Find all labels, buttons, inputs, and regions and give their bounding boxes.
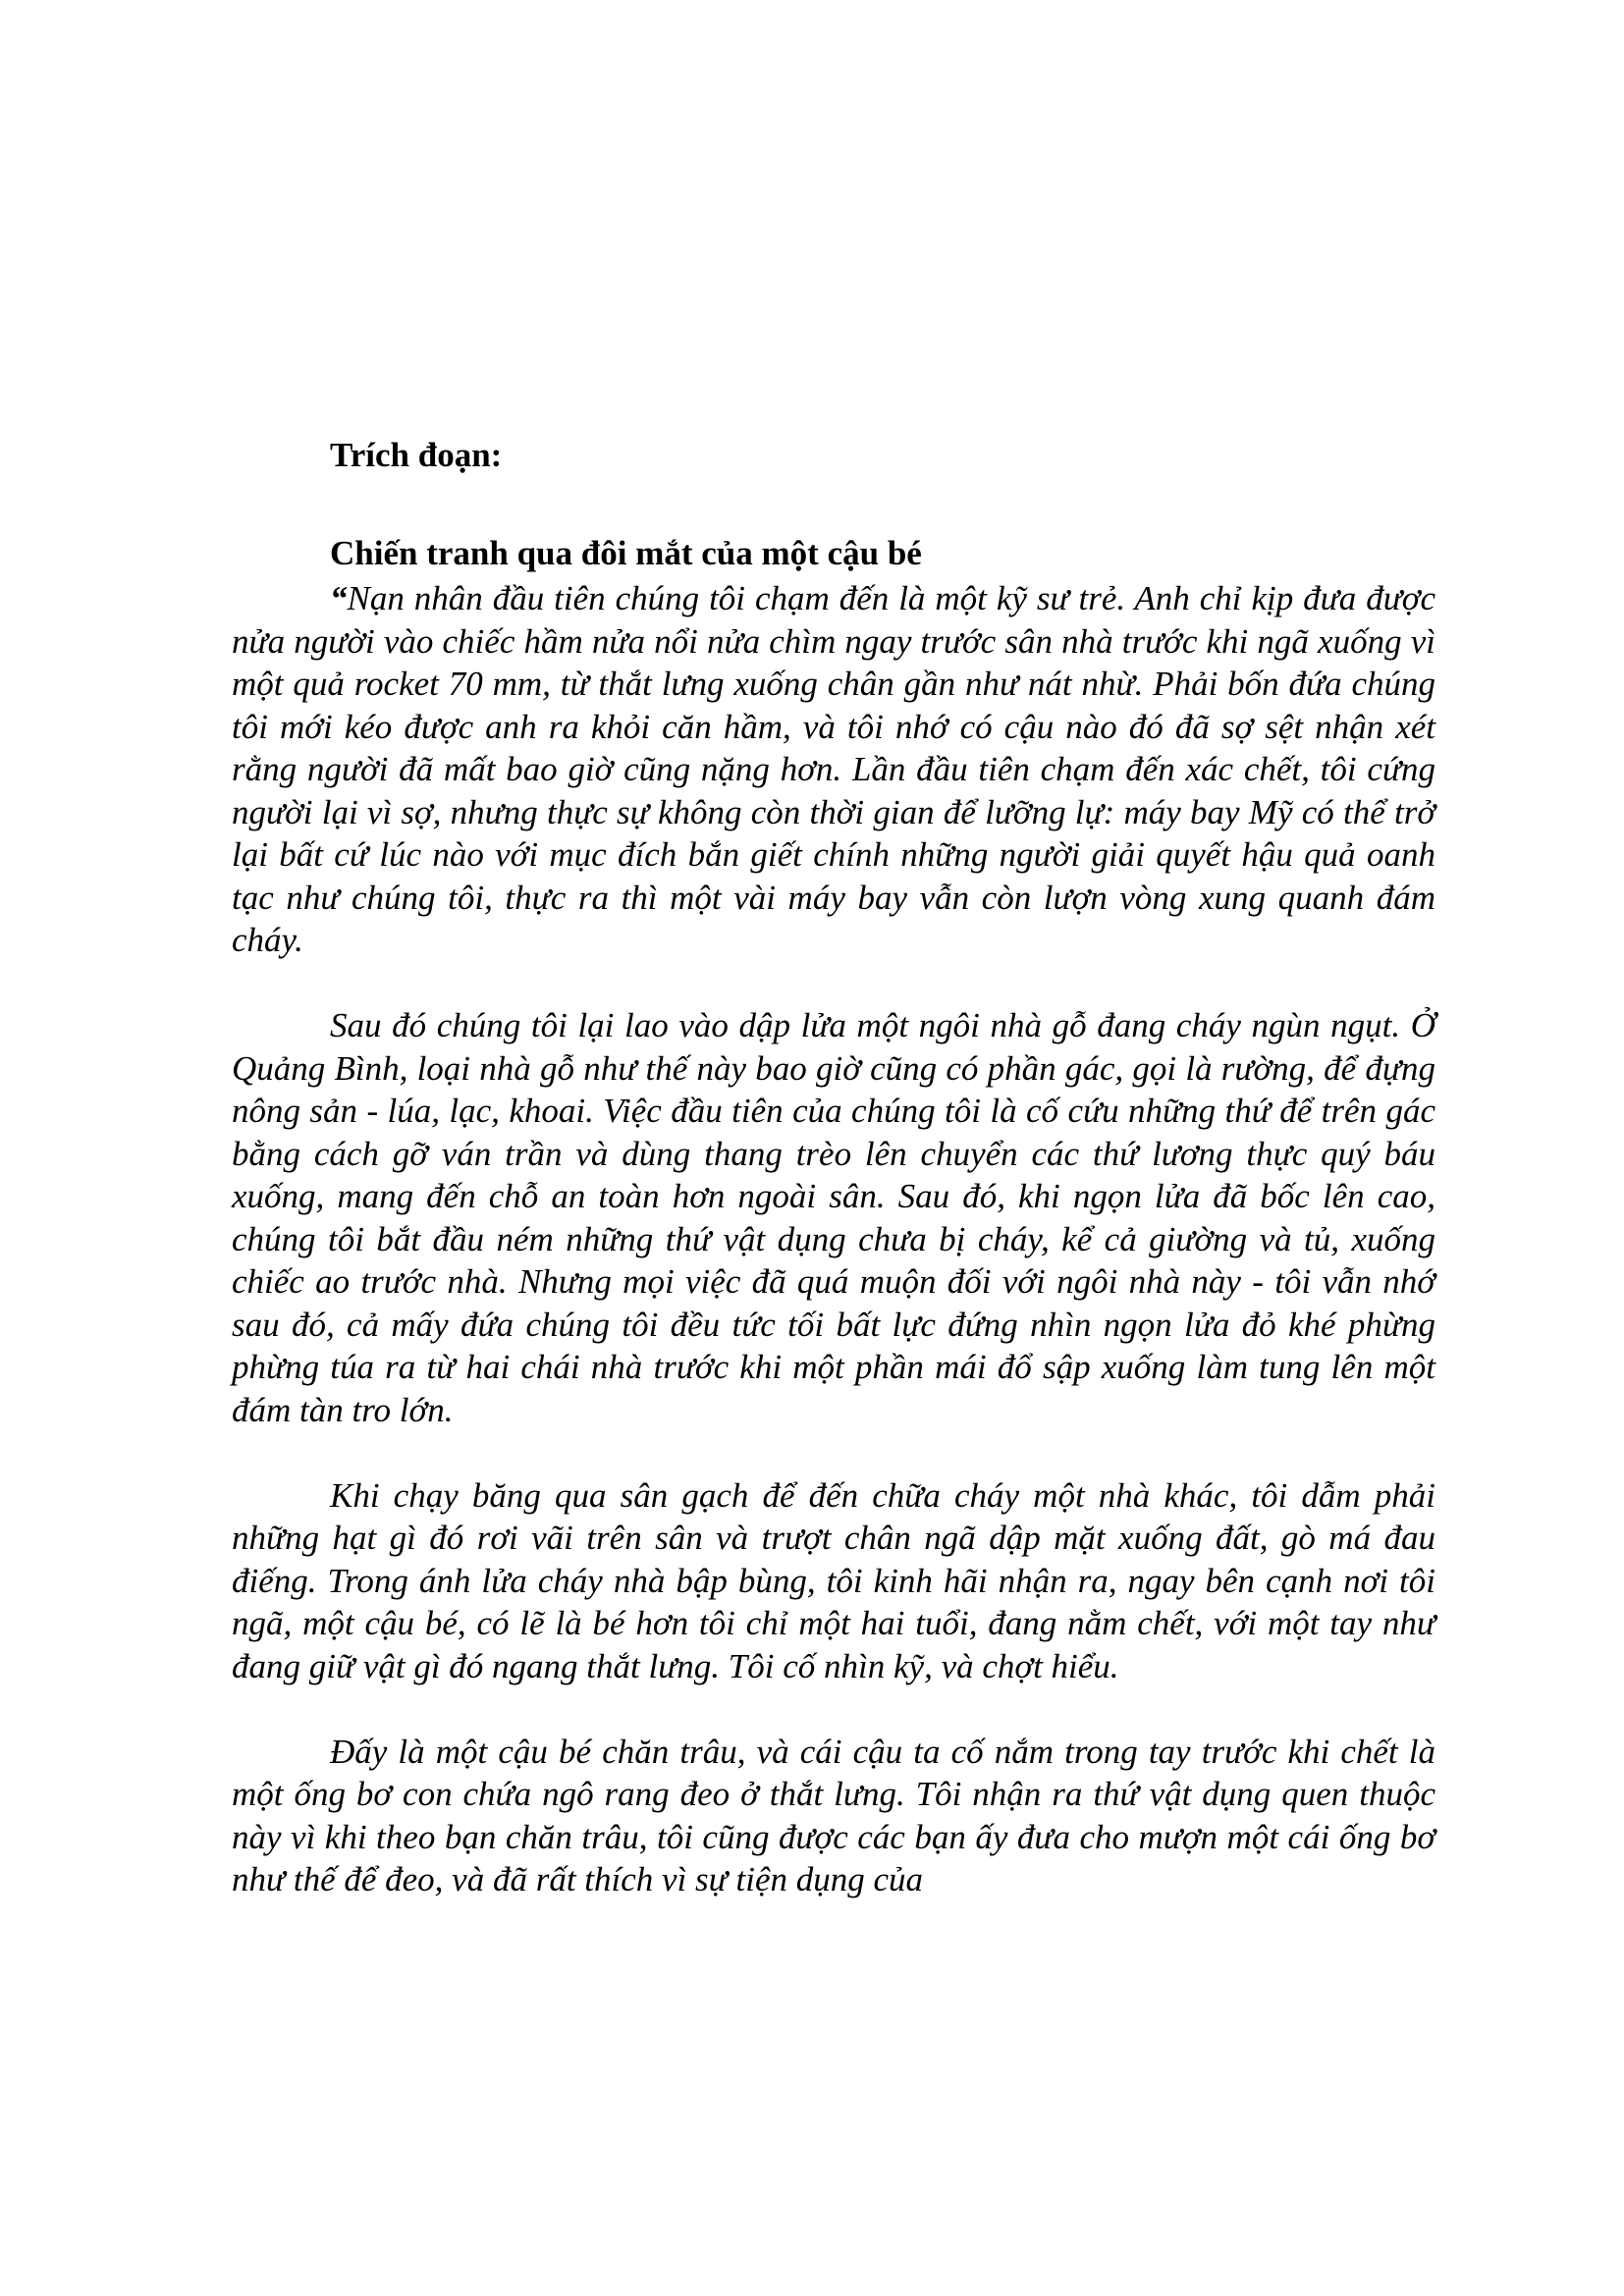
excerpt-content bbox=[232, 432, 1435, 1901]
paragraph-1-text: Nạn nhân đầu tiên chúng tôi chạm đến là một kỹ sư trẻ. Anh chỉ kịp đưa được nửa người vào chiếc hầm nửa nổi nửa chìm ngay trước sân nhà trước khi ngã xuống vì một quả rocket 70 mm, từ thắt lưng xuống chân gần như nát nhừ. Phải bốn đứa chúng tôi mới kéo được anh ra khỏi căn hầm, và tôi nhớ có cậu nào đó đã sợ sệt nhận xét rằng người đã mất bao giờ cũng nặng hơn. Lần đầu tiên chạm đến xác chết, tôi cứng người lại vì sợ, nhưng thực sự không còn thời gian để lưỡng lự: máy bay Mỹ có thể trở lại bất cứ lúc nào với mục đích bắn giết chính những người giải quyết hậu quả oanh tạc như chúng tôi, thực ra thì một vài máy bay vẫn còn lượn vòng xung quanh đám cháy. bbox=[232, 579, 1435, 959]
excerpt-title: Chiến tranh qua đôi mắt của một cậu bé bbox=[330, 534, 922, 572]
paragraph-1 bbox=[232, 577, 1435, 962]
paragraph-3: Khi chạy băng qua sân gạch để đến chữa cháy một nhà khác, tôi dẫm phải những hạt gì đó rơi vãi trên sân và trượt chân ngã dập mặt xuống đất, gò má đau điếng. Trong ánh lửa cháy nhà bập bùng, tôi kinh hãi nhận ra, ngay bên cạnh nơi tôi ngã, một cậu bé, có lẽ là bé hơn tôi chỉ một hai tuổi, đang nằm chết, với một tay như đang giữ vật gì đó ngang thắt lưng. Tôi cố nhìn kỹ, và chợt hiểu. bbox=[232, 1475, 1435, 1685]
paragraph-4: Đấy là một cậu bé chăn trâu, và cái cậu ta cố nắm trong tay trước khi chết là một ống bơ con chứa ngô rang đeo ở thắt lưng. Tôi nhận ra thứ vật dụng quen thuộc này vì khi theo bạn chăn trâu, tôi cũng được các bạn ấy đưa cho mượn một cái ống bơ như thế để đeo, và đã rất thích vì sự tiện dụng của bbox=[232, 1732, 1435, 1898]
opening-quote-mark: “ bbox=[330, 579, 348, 617]
excerpt-label: Trích đoạn: bbox=[330, 436, 503, 474]
paragraph-2: Sau đó chúng tôi lại lao vào dập lửa một ngôi nhà gỗ đang cháy ngùn ngụt. Ở Quảng Bình, loại nhà gỗ như thế này bao giờ cũng có phần gác, gọi là rường, để đựng nông sản - lúa, lạc, khoai. Việc đầu tiên của chúng tôi là cố cứu những thứ để trên gác bằng cách gỡ ván trần và dùng thang trèo lên chuyển các thứ lương thực quý báu xuống, mang đến chỗ an toàn hơn ngoài sân. Sau đó, khi ngọn lửa đã bốc lên cao, chúng tôi bắt đầu ném những thứ vật dụng chưa bị cháy, kể cả giường và tủ, xuống chiếc ao trước nhà. Nhưng mọi việc đã quá muộn đối với ngôi nhà này - tôi vẫn nhớ sau đó, cả mấy đứa chúng tôi đều tức tối bất lực đứng nhìn ngọn lửa đỏ khé phừng phừng túa ra từ hai chái nhà trước khi một phần mái đổ sập xuống làm tung lên một đám tàn tro lớn. bbox=[232, 1006, 1435, 1429]
